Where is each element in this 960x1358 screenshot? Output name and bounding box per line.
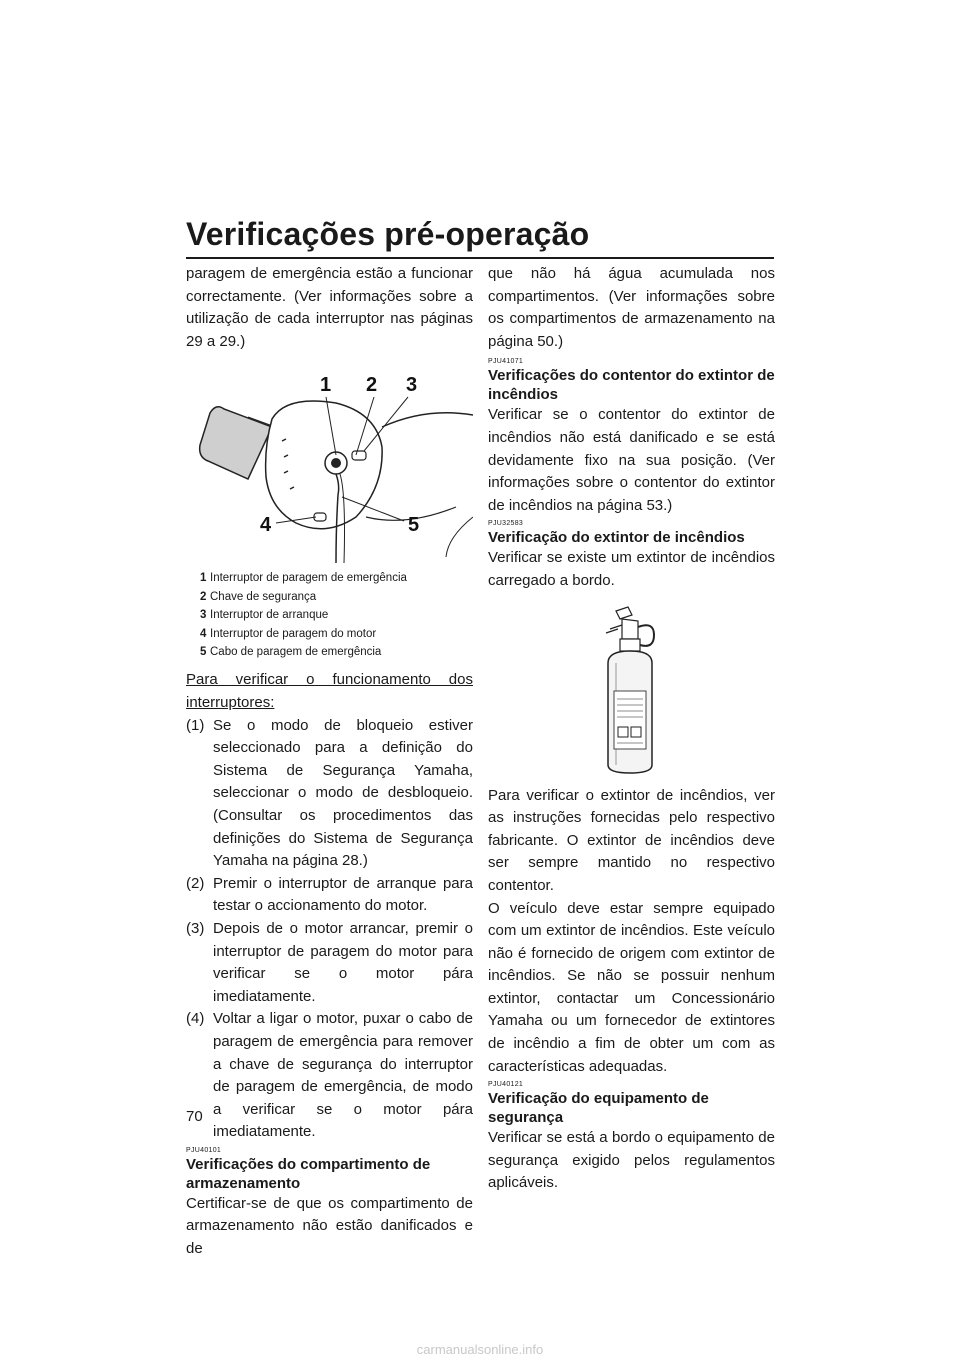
section-code: PJU32583 (488, 520, 524, 528)
legend-label: Cabo de paragem de emergência (210, 646, 382, 658)
section-code: PJU41071 (488, 358, 524, 366)
figure-legend (186, 569, 473, 661)
legend-number: 1 (200, 572, 207, 585)
legend-item (186, 606, 473, 624)
section-heading: Verificações do compartimento de armazenamento (186, 1155, 431, 1192)
legend-number: 5 (200, 646, 207, 658)
section-heading: Verificação do extintor de incêndios (488, 529, 745, 547)
callout-5: 5 (408, 514, 420, 537)
step-number: (1) (186, 716, 205, 734)
legend-label: Interruptor de arranque (210, 609, 329, 622)
container-paragraph: Verificar se o contentor do extintor de incêndios não está danificado e se está devidamente fixo na sua posição. (Ver informações sobre o contentor do extintor de incêndios na página 53.) (488, 406, 775, 514)
callout-3: 3 (406, 374, 418, 397)
left-column (186, 263, 473, 1261)
step-text: Se o modo de bloqueio estiver seleccionado para a definição do Sistema de Segurança Yamaha, seleccionar o modo de desbloqueio. (Consultar os procedimentos das definições do Sistema de Segurança Yamaha na página 28.) (213, 716, 473, 870)
step-number: (3) (186, 919, 205, 937)
callout-1: 1 (320, 374, 332, 397)
callout-4: 4 (260, 514, 272, 537)
callout-2: 2 (366, 374, 378, 397)
section-heading: Verificação do equipamento de segurança (488, 1090, 709, 1127)
watermark: carmanualsonline.info (416, 1342, 544, 1357)
section-code: PJU40121 (488, 1081, 524, 1089)
extinguisher-requirement-paragraph: O veículo deve estar sempre equipado com um extintor de incêndios. Este veículo não é fornecido de origem com extintor de incêndios. Se não se possuir nenhum extintor, contactar um Concessionário Yamaha ou um fornecedor de extintores de incêndio a fim de obter um com as características adequadas. (488, 899, 775, 1075)
legend-label: Interruptor de paragem do motor (210, 627, 377, 640)
step-number: (4) (186, 1010, 205, 1028)
legend-number: 2 (200, 590, 207, 603)
check-switches-heading: Para verificar o funcionamento dos interruptores: (186, 671, 473, 711)
legend-item (186, 643, 473, 661)
step-text: Premir o interruptor de arranque para testar o accionamento do motor. (213, 874, 473, 915)
page-title: Verificações pré-operação (186, 216, 590, 252)
steps-list (186, 715, 473, 1144)
safety-paragraph: Verificar se está a bordo o equipamento de segurança exigido pelos regulamentos aplicáveis. (488, 1129, 775, 1192)
fire-extinguisher-illustration (488, 599, 775, 779)
list-item (186, 873, 473, 918)
extinguisher-figure (488, 599, 775, 779)
handlebar-switch-illustration (186, 367, 473, 563)
legend-label: Interruptor de paragem de emergência (210, 572, 407, 585)
list-item (186, 918, 473, 1008)
section-code: PJU40101 (186, 1146, 222, 1154)
legend-number: 4 (200, 627, 207, 640)
step-number: (2) (186, 874, 205, 892)
list-item (186, 1008, 473, 1144)
handlebar-figure (186, 367, 473, 563)
intro-paragraph: paragem de emergência estão a funcionar correctamente. (Ver informações sobre a utilização de cada interruptor nas páginas 29 a 29.) (186, 265, 473, 350)
right-column (488, 263, 775, 1195)
title-rule (186, 257, 774, 259)
storage-paragraph: Certificar-se de que os compartimento de armazenamento não estão danificados e de (186, 1194, 473, 1258)
legend-label: Chave de segurança (210, 590, 317, 603)
step-text: Voltar a ligar o motor, puxar o cabo de paragem de emergência para remover a chave de segurança do interruptor de paragem de emergência, de modo a verificar se o motor pára imediatamente. (213, 1010, 473, 1141)
legend-item (186, 625, 473, 643)
list-item (186, 715, 473, 873)
step-text: Depois de o motor arrancar, premir o interruptor de paragem do motor para verificar se o motor pára imediatamente. (213, 919, 473, 1005)
extinguisher-paragraph: Verificar se existe um extintor de incêndios carregado a bordo. (488, 549, 775, 589)
legend-item (186, 588, 473, 606)
legend-item (186, 569, 473, 587)
page-number: 70 (186, 1108, 203, 1125)
legend-number: 3 (200, 609, 207, 622)
extinguisher-check-paragraph: Para verificar o extintor de incêndios, ver as instruções fornecidas pelo respectivo fabricante. O extintor de incêndios deve ser sempre mantido no respectivo contentor. (488, 786, 775, 894)
section-heading: Verificações do contentor do extintor de incêndios (488, 367, 775, 404)
storage-continuation: que não há água acumulada nos compartimentos. (Ver informações sobre os compartimentos de armazenamento na página 50.) (488, 265, 775, 350)
